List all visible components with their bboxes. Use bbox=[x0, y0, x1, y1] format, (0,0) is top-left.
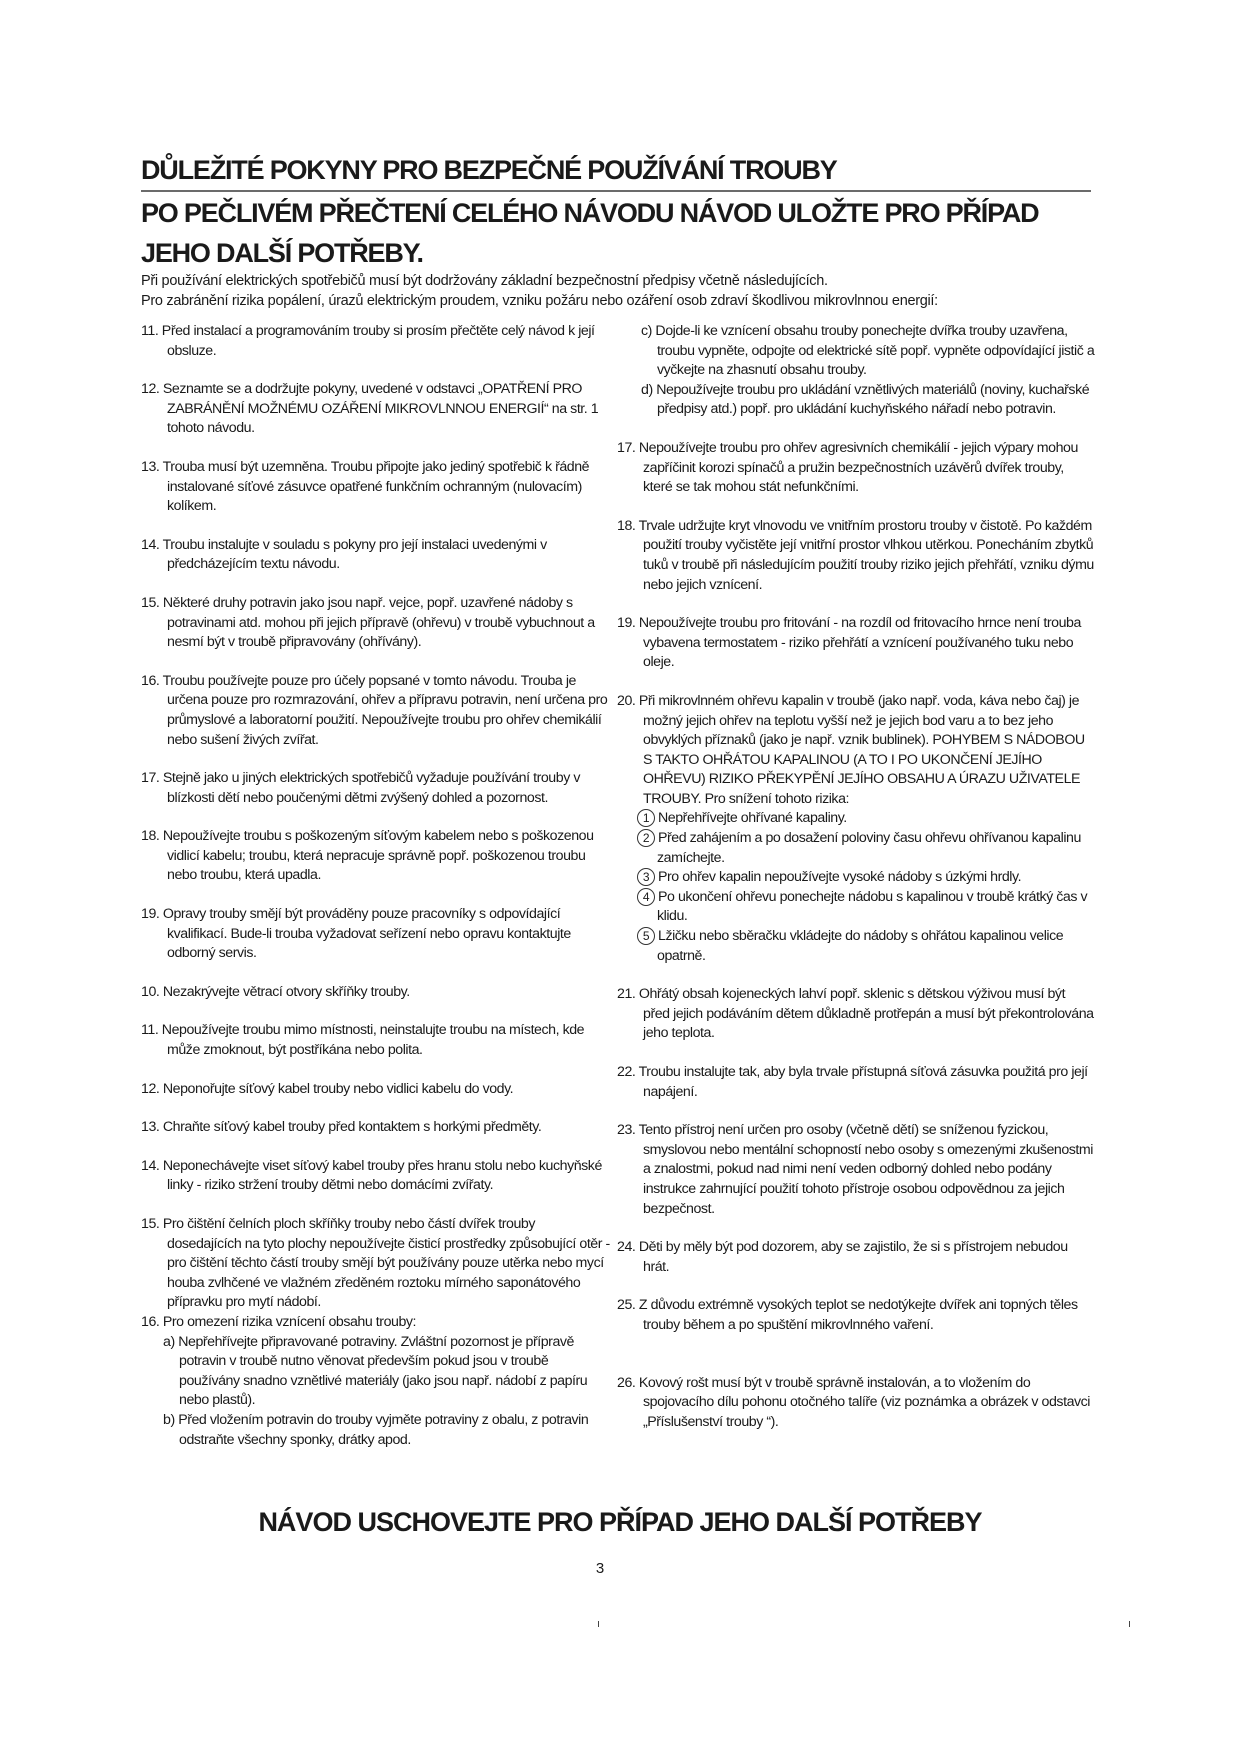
instruction-item: 13. Trouba musí být uzemněna. Troubu připojte jako jediný spotřebič k řádně instalované síťové zásuvce opatřené funkčním ochranným (nulovacím) kolíkem. bbox=[141, 458, 590, 515]
instruction-item: 18. Nepoužívejte troubu s poškozeným síťovým kabelem nebo s poškozenou vidlicí kabelu; troubu, která nepracuje správně popř. poškozenou troubu nebo troubu, která upadla. bbox=[141, 828, 594, 884]
circled-number: 2 bbox=[637, 829, 655, 847]
instruction-item: 21. Ohřátý obsah kojeneckých lahví popř. sklenic s dětskou výživou musí být před jejich podáváním dětem důkladně protřepán a musí být překontrolována jeho teplota. bbox=[617, 986, 1094, 1042]
page-subtitle: PO PEČLIVÉM PŘEČTENÍ CELÉHO NÁVODU NÁVOD ULOŽTE PRO PŘÍPAD JEHO DALŠÍ POTŘEBY. bbox=[141, 198, 1039, 268]
circled-number: 4 bbox=[637, 888, 655, 906]
subitem-text: Po ukončení ohřevu ponechejte nádobu s kapalinou v troubě krátký čas v klidu. bbox=[657, 888, 1088, 925]
crop-mark bbox=[598, 1621, 599, 1627]
subitem-text: Pro ohřev kapalin nepoužívejte vysoké nádoby s úzkými hrdly. bbox=[658, 869, 1022, 886]
numbered-subitem bbox=[637, 888, 1095, 927]
instruction-subitem: b) Před vložením potravin do trouby vyjměte potraviny z obalu, z potravin odstraňte všechny sponky, drátky apod. bbox=[163, 1411, 589, 1448]
instruction-item: 13. Chraňte síťový kabel trouby před kontaktem s horkými předměty. bbox=[141, 1119, 542, 1136]
instruction-item: 22. Troubu instalujte tak, aby byla trvale přístupná síťová zásuvka použitá pro její napájení. bbox=[617, 1064, 1088, 1100]
instruction-item: 17. Stejně jako u jiných elektrických spotřebičů vyžaduje používání trouby v blízkosti dětí nebo poučenými dětmi zvýšený dohled a pozornost. bbox=[141, 770, 580, 806]
left-column bbox=[141, 322, 611, 1450]
instruction-item: 12. Seznamte se a dodržujte pokyny, uvedené v odstavci „OPATŘENÍ PRO ZABRÁNĚNÍ MOŽNÉMU OZÁŘENÍ MIKROVLNNOU ENERGIÍ“ na str. 1 tohoto návodu. bbox=[141, 381, 599, 437]
instruction-item: 10. Nezakrývejte větrací otvory skříňky trouby. bbox=[141, 983, 410, 1000]
instruction-item: 16. Pro omezení rizika vznícení obsahu trouby: bbox=[141, 1313, 417, 1330]
instruction-item: 14. Neponechávejte viset síťový kabel trouby přes hranu stolu nebo kuchyňské linky - riziko stržení trouby dětmi nebo domácími zvířaty. bbox=[141, 1157, 602, 1194]
instruction-item: 26. Kovový rošt musí být v troubě správně instalován, a to vložením do spojovacího dílu pohonu otočného talíře (viz poznámka a obrázek v odstavci „Příslušenství trouby “). bbox=[617, 1374, 1090, 1430]
subitem-text: Nepřehřívejte ohřívané kapaliny. bbox=[658, 810, 847, 827]
subitem-text: Před zahájením a po dosažení poloviny času ohřevu ohřívanou kapalinu zamíchejte. bbox=[657, 830, 1081, 866]
instruction-item: 20. Při mikrovlnném ohřevu kapalin v troubě (jako např. voda, káva nebo čaj) je možný jejich ohřev na teplotu vyšší než je jejich bod varu a to bez jeho obvyklých příznaků (jako je např. vznik bublinek). POHYBEM S NÁDOBOU S TAKTO OHŘÁTOU KAPALINOU (A TO I PO UKONČENÍ JEJÍHO OHŘEVU) RIZIKO PŘEKYPĚNÍ JEJÍHO OBSAHU A ÚRAZU UŽIVATELE TROUBY. Pro snížení tohoto rizika: bbox=[617, 692, 1085, 807]
intro-line: Pro zabránění rizika popálení, úrazů elektrickým proudem, vzniku požáru nebo ozáření osob zdraví škodlivou mikrovlnnou energií: bbox=[141, 293, 938, 309]
circled-number: 5 bbox=[637, 927, 655, 945]
instruction-item: 15. Některé druhy potravin jako jsou např. vejce, popř. uzavřené nádoby s potravinami atd. mohou při jejich přípravě (ohřevu) v troubě vybuchnout a nesmí být v troubě připravovány (ohřívány). bbox=[141, 594, 595, 651]
numbered-subitem bbox=[637, 927, 1095, 966]
instruction-item: 11. Před instalací a programováním trouby si prosím přečtěte celý návod k její obsluze. bbox=[141, 323, 595, 359]
instruction-subitem: d) Nepoužívejte troubu pro ukládání vznětlivých materiálů (noviny, kuchařské předpisy atd.) popř. pro ukládání kuchyňského nářadí nebo potravin. bbox=[641, 381, 1090, 418]
numbered-subitem bbox=[637, 868, 1095, 888]
instruction-item: 18. Trvale udržujte kryt vlnovodu ve vnitřním prostoru trouby v čistotě. Po každém použití trouby vyčistěte její vnitřní prostor vlhkou utěrkou. Ponecháním zbytků tuků v troubě při následujícím použití trouby riziko jejich přehřátí, vzniku dýmu nebo jejich vznícení. bbox=[617, 517, 1094, 593]
instruction-subitem: a) Nepřehřívejte připravované potraviny. Zvláštní pozornost je přípravě potravin v troubě nutno věnovat především pokud jsou v troubě používány snadno vznětlivé materiály (jako jsou např. nádobí z papíru nebo plastů). bbox=[163, 1333, 588, 1409]
instruction-item: 16. Troubu používejte pouze pro účely popsané v tomto návodu. Trouba je určena pouze pro rozmrazování, ohřev a přípravu potravin, není určena pro průmyslové a laboratorní použití. Nepoužívejte troubu pro ohřev chemikálií nebo sušení živých zvířat. bbox=[141, 672, 608, 748]
crop-mark bbox=[1129, 1621, 1130, 1627]
instruction-item: 19. Nepoužívejte troubu pro fritování - na rozdíl od fritovacího hrnce není trouba vybavena termostatem - riziko přehřátí a vznícení používaného tuku nebo oleje. bbox=[617, 615, 1081, 671]
instruction-item: 23. Tento přístroj není určen pro osoby (včetně dětí) se sníženou fyzickou, smyslovou nebo mentální schopností nebo osoby s omezenými zkušenostmi a znalostmi, pokud nad nimi není veden odborný dohled nebo podány instrukce zahrnující použití tohoto přístroje osobou odpovědnou za jejich bezpečnost. bbox=[617, 1122, 1093, 1217]
instruction-item: 19. Opravy trouby smějí být prováděny pouze pracovníky s odpovídající kvalifikací. Bude-li trouba vyžadovat seřízení nebo opravu kontaktujte odborný servis. bbox=[141, 906, 571, 962]
intro-line: Při používání elektrických spotřebičů musí být dodržovány základní bezpečnostní předpisy včetně následujících. bbox=[141, 273, 828, 289]
instruction-item: 17. Nepoužívejte troubu pro ohřev agresivních chemikálií - jejich výpary mohou zapříčinit korozi spínačů a pružin bezpečnostních uzávěrů dvířek trouby, které se tak mohou stát nefunkčními. bbox=[617, 439, 1078, 496]
numbered-subitem bbox=[637, 809, 1095, 829]
instruction-item: 24. Děti by měly být pod dozorem, aby se zajistilo, že si s přístrojem nebudou hrát. bbox=[617, 1239, 1068, 1275]
circled-number: 1 bbox=[637, 809, 655, 827]
right-column bbox=[617, 322, 1095, 1451]
numbered-subitem bbox=[637, 829, 1095, 868]
instruction-subitem: c) Dojde-li ke vznícení obsahu trouby ponechejte dvířka trouby uzavřena, troubu vypněte, odpojte od elektrické sítě popř. vypněte odpovídající jistič a vyčkejte na zhasnutí obsahu trouby. bbox=[641, 323, 1095, 379]
instruction-item: 25. Z důvodu extrémně vysokých teplot se nedotýkejte dvířek ani topných těles trouby během a po spuštění mikrovlnného vaření. bbox=[617, 1297, 1078, 1333]
instruction-item: 11. Nepoužívejte troubu mimo místnosti, neinstalujte troubu na místech, kde může zmoknout, být postříkána nebo polita. bbox=[141, 1022, 585, 1059]
footer-title: NÁVOD USCHOVEJTE PRO PŘÍPAD JEHO DALŠÍ POTŘEBY bbox=[258, 1507, 982, 1537]
intro-text bbox=[141, 271, 1101, 311]
circled-number: 3 bbox=[637, 868, 655, 886]
numbered-sublist bbox=[617, 809, 1095, 966]
page-number: 3 bbox=[595, 1560, 605, 1577]
instruction-item: 12. Neponořujte síťový kabel trouby nebo vidlici kabelu do vody. bbox=[141, 1080, 514, 1097]
instruction-item: 14. Troubu instalujte v souladu s pokyny pro její instalaci uvedenými v předcházejícím textu návodu. bbox=[141, 536, 547, 573]
title-divider bbox=[141, 190, 1091, 192]
page-title: DŮLEŽITÉ POKYNY PRO BEZPEČNÉ POUŽÍVÁNÍ TROUBY bbox=[141, 155, 837, 185]
subitem-text: Lžičku nebo sběračku vkládejte do nádoby s ohřátou kapalinou velice opatrně. bbox=[657, 928, 1064, 964]
instruction-item: 15. Pro čištění čelních ploch skříňky trouby nebo částí dvířek trouby dosedajících na tyto plochy nepoužívejte čisticí prostředky způsobující otěr - pro čištění těchto částí trouby smějí být používány pouze utěrka nebo mycí houba zvlhčené ve vlažném zředěném roztoku mírného saponátového přípravku pro mytí nádobí. bbox=[141, 1216, 610, 1311]
